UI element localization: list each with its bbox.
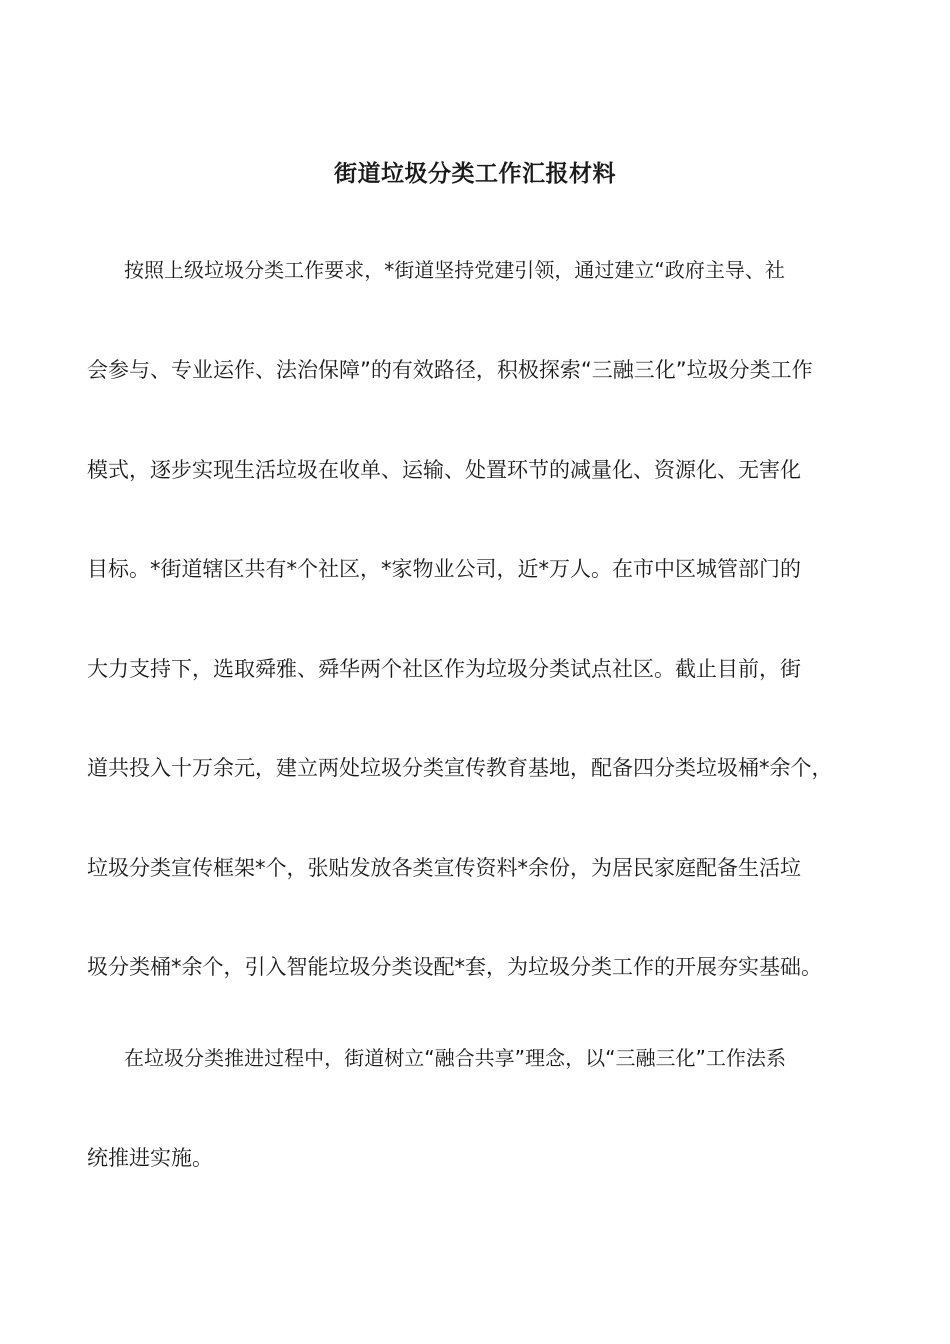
paragraph-line: 大力支持下，选取舜雅、舜华两个社区作为垃圾分类试点社区。截止目前，街 (87, 657, 801, 681)
paragraph-line: 模式，逐步实现生活垃圾在收单、运输、处置环节的减量化、资源化、无害化 (87, 458, 801, 482)
paragraph-line: 统推进实施。 (87, 1146, 213, 1170)
paragraph-line: 在垃圾分类推进过程中，街道树立“融合共享”理念，以“三融三化”工作法系 (124, 1046, 786, 1070)
paragraph-line: 圾分类桶*余个，引入智能垃圾分类设配*套，为垃圾分类工作的开展夯实基础。 (87, 955, 822, 979)
document-title: 街道垃圾分类工作汇报材料 (334, 161, 616, 187)
paragraph-line: 按照上级垃圾分类工作要求，*街道坚持党建引领，通过建立“政府主导、社 (124, 258, 785, 282)
paragraph-line: 目标。*街道辖区共有*个社区，*家物业公司，近*万人。在市中区城管部门的 (87, 557, 801, 581)
paragraph-line: 道共投入十万余元，建立两处垃圾分类宣传教育基地，配备四分类垃圾桶*余个， (87, 756, 833, 780)
paragraph-line: 会参与、专业运作、法治保障”的有效路径，积极探索“三融三化”垃圾分类工作 (87, 358, 813, 382)
paragraph-line: 垃圾分类宣传框架*个，张贴发放各类宣传资料*余份，为居民家庭配备生活垃 (87, 856, 801, 880)
